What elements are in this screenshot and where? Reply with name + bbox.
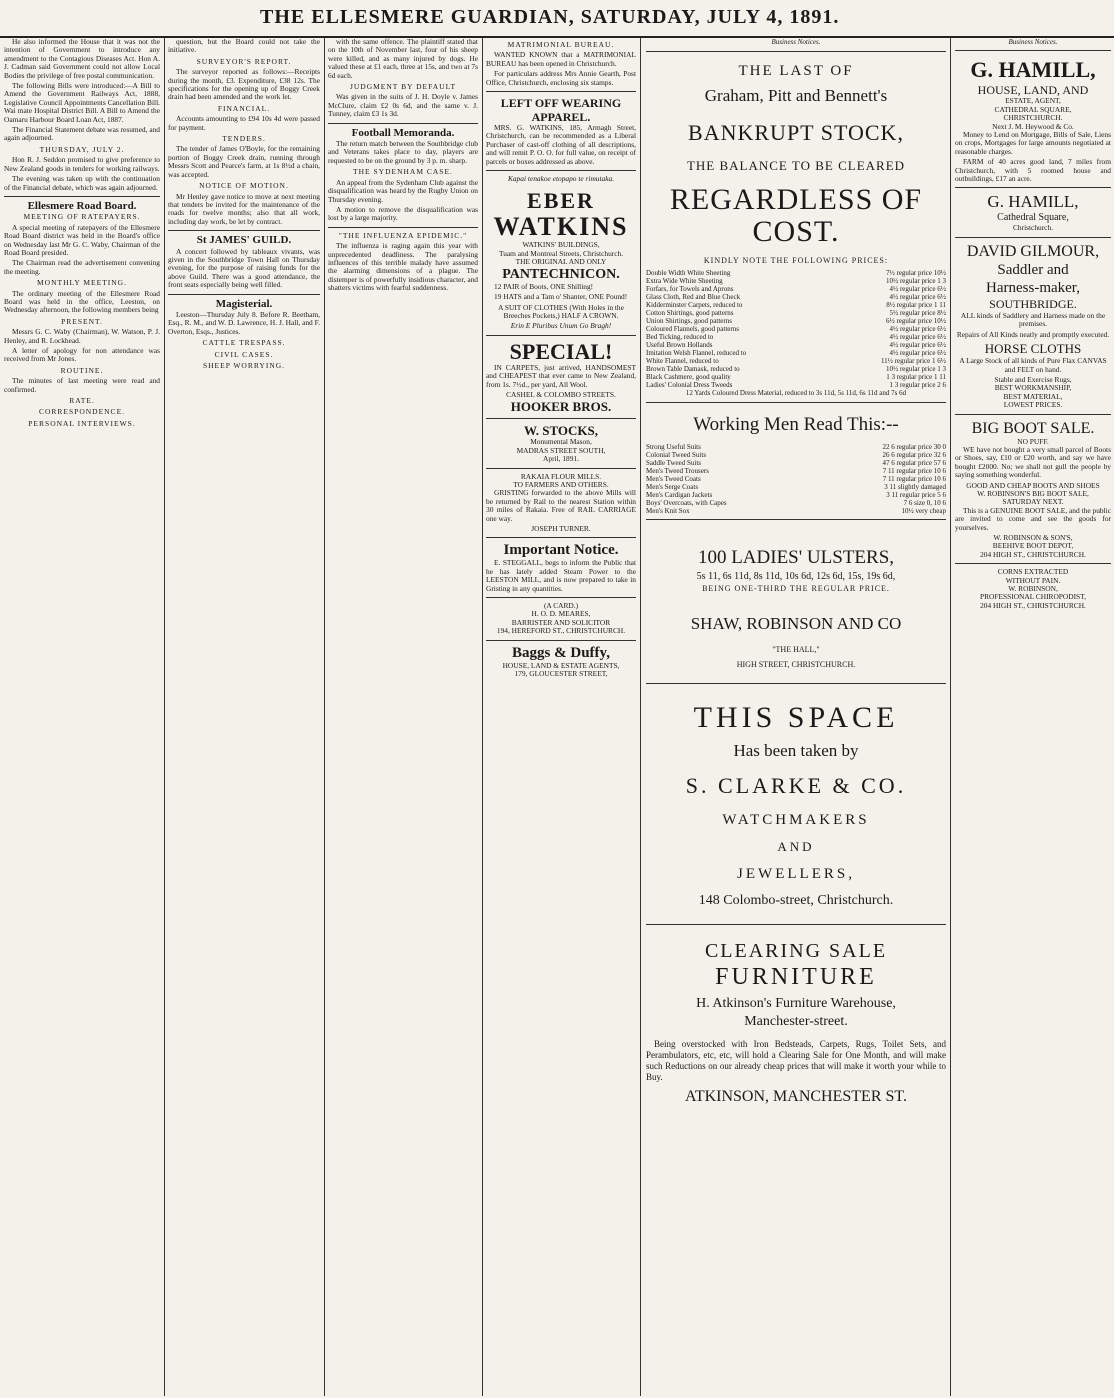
price-row bbox=[646, 309, 946, 317]
dateline: THURSDAY, JULY 2. bbox=[39, 144, 125, 154]
price-value: 4½ regular price 6½ bbox=[889, 333, 946, 341]
ad-title: HOOKER BROS. bbox=[510, 399, 612, 415]
paragraph: The return match between the Southbridge club and Veterans takes place to day, players are requested to be on the ground by 3 p. m. sharp. bbox=[328, 139, 478, 165]
paragraph: question, but the Board could not take the initiative. bbox=[168, 38, 320, 55]
ad-text: (A CARD.) bbox=[543, 601, 579, 611]
column-1 bbox=[4, 38, 160, 1396]
paragraph: He also informed the House that it was not the intention of Government to introduce any amendment to the Contagious Diseases Act. Hon A. J. Cadman said Government could not allow Local Bodies the privilege of free postal communication. bbox=[4, 38, 160, 80]
price-row bbox=[646, 483, 946, 491]
column-2 bbox=[168, 38, 320, 1396]
ad-text: NO PUFF. bbox=[1017, 436, 1049, 446]
price-value: 3 11 slightly damaged bbox=[884, 483, 946, 491]
price-item: Men's Tweed Coats bbox=[646, 475, 701, 483]
ad-title: Baggs & Duffy, bbox=[512, 644, 610, 661]
ad-title: EBER bbox=[527, 188, 595, 214]
ad-text: W. ROBINSON'S BIG BOOT SALE, bbox=[977, 488, 1089, 498]
ad-text: 19 HATS and a Tam o' Shanter, ONE Pound! bbox=[494, 292, 628, 302]
ad-text: W. ROBINSON & SON'S, bbox=[993, 533, 1073, 542]
ad-title: FURNITURE bbox=[715, 964, 877, 990]
column-6 bbox=[955, 38, 1111, 1396]
ad-text: GOOD AND CHEAP BOOTS AND SHOES bbox=[966, 480, 1100, 490]
paragraph: The tender of James O'Boyle, for the remaining portion of Boggy Creek drain, running through Messrs Scott and Pearce's farm, at 1s 8½d a chain, was accepted. bbox=[168, 144, 320, 179]
price-value: 4½ regular price 6½ bbox=[889, 293, 946, 301]
price-item: Men's Serge Coats bbox=[646, 483, 699, 491]
column-header: Business Notices. bbox=[1008, 38, 1058, 46]
price-list bbox=[646, 269, 946, 389]
ad-text: THE LAST OF bbox=[738, 63, 854, 79]
ad-text: MADRAS STREET SOUTH, bbox=[516, 445, 606, 455]
subheading: SHEEP WORRYING. bbox=[202, 361, 286, 370]
price-row bbox=[646, 301, 946, 309]
price-item: Men's Knit Sox bbox=[646, 507, 690, 515]
price-row bbox=[646, 443, 946, 451]
paragraph: The influenza is raging again this year with unprecedented deadliness. The paralysing influences of this terrible malady have assumed the alarming dimensions of a plague. The distemper is of powerfully insidious character, and shatters victims with fearful suddenness. bbox=[328, 241, 478, 293]
price-item: Men's Tweed Trousers bbox=[646, 467, 709, 475]
ad-text: This is a GENUINE BOOT SALE, and the public are invited to come and see the goods for yourselves. bbox=[955, 505, 1111, 532]
ad-text: HOUSE, LAND, AND bbox=[977, 83, 1089, 98]
ad-title: SHAW, ROBINSON AND CO bbox=[690, 614, 902, 633]
ad-text: Money to Lend on Mortgage, Bills of Sale, Liens on crops, Mortgages for large amounts negotiated at reasonable charges. bbox=[955, 130, 1111, 156]
ad-text: Saddler and bbox=[997, 261, 1069, 278]
ad-text: 204 HIGH ST., CHRISTCHURCH. bbox=[980, 549, 1086, 559]
ad-text: JOSEPH TURNER. bbox=[531, 524, 591, 533]
price-value: 7 6 size 0, 10 6 bbox=[903, 499, 946, 507]
ad-text: HOUSE, LAND & ESTATE AGENTS, bbox=[502, 660, 620, 670]
ad-heading: RAKAIA FLOUR MILLS. bbox=[520, 471, 602, 481]
price-item: Glass Cloth, Red and Blue Check bbox=[646, 293, 741, 301]
price-value: 4½ regular price 6½ bbox=[889, 349, 946, 357]
ad-text: BEING ONE-THIRD THE REGULAR PRICE. bbox=[702, 584, 890, 593]
subheading: TENDERS. bbox=[222, 134, 266, 144]
ad-text: WITHOUT PAIN. bbox=[1005, 575, 1061, 585]
ad-text: Has been taken by bbox=[733, 741, 859, 760]
price-row bbox=[646, 459, 946, 467]
subheading: PRESENT. bbox=[61, 316, 103, 326]
price-row bbox=[646, 293, 946, 301]
ad-title: H. O. D. MEARES, bbox=[531, 609, 591, 619]
ad-title: G. HAMILL, bbox=[987, 192, 1079, 212]
price-item: Union Shirtings, good patterns bbox=[646, 317, 732, 325]
ad-text: HIGH STREET, CHRISTCHURCH. bbox=[736, 660, 856, 669]
ad-text: THE ORIGINAL AND ONLY bbox=[515, 257, 607, 267]
ad-text: For particulars address Mrs Annie Gearth, Post Office, Christchurch, enclosing six stamps. bbox=[486, 69, 636, 87]
ad-text: E. STEGGALL, begs to inform the Public that he has lately added Steam Power to the LEESTON MILL, and is now prepared to take in Gristing in any quantities. bbox=[486, 558, 636, 593]
ad-text: Kapai tenakoe etopapo te rimutaka. bbox=[507, 174, 615, 184]
ad-text: WANTED KNOWN that a MATRIMONIAL BUREAU has been opened in Christchurch. bbox=[486, 50, 636, 68]
price-row bbox=[646, 357, 946, 365]
price-value: 4½ regular price 6½ bbox=[889, 285, 946, 293]
column-3 bbox=[328, 38, 478, 1396]
price-value: 3 11 regular price 5 6 bbox=[886, 491, 946, 499]
paragraph: with the same offence. The plaintiff stated that on the 10th of November last, four of his sheep were killed, and as many injured by dogs. He valued these at £1 each, three at 15s, and two at 7s 6d each. bbox=[328, 38, 478, 80]
ad-text: BEEHIVE BOOT DEPOT, bbox=[992, 541, 1074, 551]
ad-text: SOUTHBRIDGE. bbox=[989, 296, 1077, 311]
subheading: "THE INFLUENZA EPIDEMIC." bbox=[338, 230, 468, 240]
price-row bbox=[646, 373, 946, 381]
price-item: Useful Brown Hollands bbox=[646, 341, 713, 349]
price-value: 4½ regular price 6½ bbox=[889, 325, 946, 333]
ad-text: Cathedral Square, bbox=[997, 212, 1069, 224]
price-row bbox=[646, 269, 946, 277]
price-item: Cotton Shirtings, good patterns bbox=[646, 309, 734, 317]
ad-text: THE BALANCE TO BE CLEARED bbox=[686, 158, 906, 173]
price-row bbox=[646, 333, 946, 341]
price-value: 47 6 regular price 57 6 bbox=[882, 459, 946, 467]
ad-title: PANTECHNICON. bbox=[502, 266, 620, 282]
ad-text: ALL kinds of Saddlery and Harness made on the premises. bbox=[960, 310, 1106, 329]
ad-text: 12 PAIR of Boots, ONE Shilling! bbox=[494, 281, 594, 291]
price-row bbox=[646, 499, 946, 507]
price-item: Kidderminster Carpets, reduced to bbox=[646, 301, 743, 309]
price-item: Ladies' Colonial Dress Tweeds bbox=[646, 381, 733, 389]
subheading: FINANCIAL. bbox=[217, 103, 271, 113]
price-row bbox=[646, 349, 946, 357]
ad-text: FARM of 40 acres good land, 7 miles from Christchurch, with 5 roomed house and outbuildings, £17 an acre. bbox=[955, 157, 1111, 184]
ad-text: KINDLY NOTE THE FOLLOWING PRICES: bbox=[703, 256, 889, 265]
section-heading: Football Memoranda. bbox=[351, 126, 455, 139]
price-item: Men's Cardigan Jackets bbox=[646, 491, 713, 499]
subheading: CIVIL CASES. bbox=[214, 349, 274, 359]
masthead bbox=[0, 0, 1114, 38]
ad-text: WE have not bought a very small parcel of Boots or Shoes, say, £10 or £20 worth, and say we have bought £2000. No; we shall not gull the people by saying something wonderful. bbox=[955, 444, 1111, 480]
paragraph: Hon R. J. Seddon promised to give preference to New Zealand goods in tenders for working railways. bbox=[4, 155, 160, 173]
paragraph: Accounts amounting to £94 10s 4d were passed for payment. bbox=[168, 114, 320, 132]
subheading: ROUTINE. bbox=[60, 365, 104, 375]
ad-text: H. Atkinson's Furniture Warehouse, bbox=[696, 996, 896, 1011]
ad-text: 12 Yards Coloured Dress Material, reduced to 3s 11d, 5s 11d, 6s 11d and 7s 6d bbox=[685, 389, 907, 397]
price-row bbox=[646, 277, 946, 285]
ad-title: DAVID GILMOUR, bbox=[966, 242, 1100, 260]
price-value: 7 11 regular price 10 6 bbox=[882, 475, 946, 483]
price-value: 8½ regular price 1 11 bbox=[886, 301, 946, 309]
paragraph: Mr Henley gave notice to move at next meeting that tenders be invited for the maintenance of the roads for twelve months; also that all work, including day work, be let by contract. bbox=[168, 191, 320, 226]
subheading: THE SYDENHAM CASE. bbox=[353, 167, 453, 177]
price-value: 10½ very cheap bbox=[901, 507, 946, 515]
subheading: CATTLE TRESPASS. bbox=[202, 338, 286, 348]
paragraph: An appeal from the Sydenham Club against the disqualification was heard by the Rugby Union on Thursday evening. bbox=[328, 177, 478, 204]
ad-title: ATKINSON, MANCHESTER ST. bbox=[685, 1088, 907, 1105]
subheading: NOTICE OF MOTION. bbox=[199, 181, 289, 191]
price-item: Double Width White Sheeting bbox=[646, 269, 731, 277]
ad-text: AND bbox=[777, 839, 815, 854]
ad-text: WATCHMAKERS bbox=[722, 812, 870, 828]
paragraph: Leeston—Thursday July 8. Before R. Beetham, Esq., R. M., and W. D. Lawrence, H. J. Hall, and F. Overton, Esqs., Justices. bbox=[168, 309, 320, 336]
ad-text: BEST WORKMANSHIP, bbox=[994, 383, 1072, 393]
paragraph: A special meeting of ratepayers of the Ellesmere Road Board district was held in the Board's office on Wednesday last Mr G. C. Waby, Chairman of the Road Board presided. bbox=[4, 222, 160, 257]
price-item: White Flannel, reduced to bbox=[646, 357, 719, 365]
ad-heading: LEFT OFF WEARING APPAREL. bbox=[500, 96, 622, 125]
ad-text: Harness-maker, bbox=[986, 279, 1080, 296]
section-heading: St JAMES' GUILD. bbox=[196, 234, 292, 247]
paragraph: A letter of apology for non attendance was received from Mr Jones. bbox=[4, 346, 160, 364]
subheading: JUDGMENT BY DEFAULT bbox=[349, 82, 457, 92]
price-row bbox=[646, 365, 946, 373]
price-value: 1 3 regular price 2 6 bbox=[889, 381, 946, 389]
ad-text: Christchurch. bbox=[1012, 223, 1054, 233]
subheading: MEETING OF RATEPAYERS. bbox=[23, 212, 141, 222]
ad-text: LOWEST PRICES. bbox=[1003, 400, 1063, 410]
ad-text: 194, HEREFORD ST., CHRISTCHURCH. bbox=[496, 626, 626, 636]
paragraph: The ordinary meeting of the Ellesmere Road Board was held in the office, Leeston, on Wednesday afternoon, the following members being bbox=[4, 288, 160, 315]
paragraph: Was given in the suits of J. H. Doyle v. James McClure, claim £2 0s 6d, and the same v. J. Tunney, claim £3 1s 3d. bbox=[328, 92, 478, 119]
subheading: MONTHLY MEETING. bbox=[37, 278, 127, 288]
subheading: PERSONAL INTERVIEWS. bbox=[28, 418, 136, 428]
ad-text: Erin E Pluribus Unum Go Bragh! bbox=[510, 321, 612, 331]
ad-text: Tuam and Montreal Streets, Christchurch. bbox=[498, 248, 624, 258]
ad-title: BANKRUPT STOCK, bbox=[688, 120, 904, 145]
ad-text: CATHEDRAL SQUARE, bbox=[994, 104, 1072, 114]
paragraph: A motion to remove the disqualification was lost by a large majority. bbox=[328, 204, 478, 223]
price-value: 22 6 regular price 30 0 bbox=[882, 443, 946, 451]
ad-title: HORSE CLOTHS bbox=[984, 341, 1082, 357]
price-row bbox=[646, 381, 946, 389]
ad-title: S. CLARKE & CO. bbox=[685, 773, 907, 798]
price-value: 7½ regular price 10½ bbox=[885, 269, 946, 277]
price-value: 11½ regular price 1 6½ bbox=[880, 357, 946, 365]
paragraph: The minutes of last meeting were read and confirmed. bbox=[4, 376, 160, 394]
mens-price-list bbox=[646, 443, 946, 515]
ad-heading: MATRIMONIAL BUREAU. bbox=[507, 40, 615, 49]
ad-title: COST. bbox=[752, 215, 840, 248]
ad-title: Important Notice. bbox=[503, 542, 619, 559]
masthead-title: THE ELLESMERE GUARDIAN, SATURDAY, JULY 4, 1891. bbox=[260, 6, 840, 28]
price-row bbox=[646, 325, 946, 333]
price-item: Boys' Overcoats, with Capes bbox=[646, 499, 727, 507]
price-row bbox=[646, 475, 946, 483]
paragraph: A concert followed by tableaux vivants, was given in the Southbridge Town Hall on Thursday evening, for the purpose of raising funds for the above Guild. There was a good attendance, the front seats especially being well filled. bbox=[168, 246, 320, 290]
price-item: Black Cashmere, good quality bbox=[646, 373, 731, 381]
ad-title: G. HAMILL, bbox=[970, 57, 1096, 83]
price-value: 7 11 regular price 10 6 bbox=[882, 467, 946, 475]
price-item: Coloured Flannels, good patterns bbox=[646, 325, 739, 333]
ad-title: 100 LADIES' ULSTERS, bbox=[697, 547, 895, 568]
paragraph: The Financial Statement debate was resumed, and again adjourned. bbox=[4, 125, 160, 143]
price-item: Bed Ticking, reduced to bbox=[646, 333, 714, 341]
ad-text: Being overstocked with Iron Bedsteads, Carpets, Rugs, Toilet Sets, and Perambulators, etc, etc, will hold a Clearing Sale for One Month, and will make such Reductions on our already cheap prices that will make it worth your while to Buy. bbox=[646, 1039, 946, 1082]
ad-title: REGARDLESS OF bbox=[669, 183, 923, 216]
ad-text: BEST MATERIAL, bbox=[1003, 391, 1063, 401]
price-row bbox=[646, 467, 946, 475]
ad-title: W. STOCKS, bbox=[523, 423, 599, 439]
ad-text: WATKINS' BUILDINGS, bbox=[522, 240, 600, 250]
ad-text: CORNS EXTRACTED bbox=[997, 567, 1069, 577]
ad-text: A SUIT OF CLOTHES (With Holes in the Breeches Pockets,) HALF A CROWN. bbox=[498, 302, 624, 320]
ad-text: Manchester-street. bbox=[744, 1014, 848, 1029]
section-heading: Ellesmere Road Board. bbox=[27, 199, 137, 212]
price-value: 26 6 regular price 32 6 bbox=[882, 451, 946, 459]
ad-title: SPECIAL! bbox=[509, 338, 613, 364]
column-5 bbox=[646, 38, 946, 1396]
ad-text: PROFESSIONAL CHIROPODIST, bbox=[980, 592, 1086, 602]
ad-text: BARRISTER AND SOLICITOR bbox=[511, 617, 611, 627]
price-value: 5½ regular price 8½ bbox=[889, 309, 946, 317]
ad-title: THIS SPACE bbox=[693, 701, 899, 734]
ad-text: A Large Stock of all kinds of Pure Flax CANVAS and FELT on hand. bbox=[959, 356, 1107, 374]
price-value: 6½ regular price 10½ bbox=[885, 317, 946, 325]
price-item: Forfars, for Towels and Aprons bbox=[646, 285, 734, 293]
paragraph: The surveyor reported as follows:—Receipts during the month, £3. Expenditure, £38 12s. The specifications for the opening up of Boggy Creek drain had been amended and the work let. bbox=[168, 67, 320, 102]
price-row bbox=[646, 491, 946, 499]
price-item: Strong Useful Suits bbox=[646, 443, 701, 451]
ad-text: "THE HALL," bbox=[772, 645, 820, 654]
ad-text: 204 HIGH ST., CHRISTCHURCH. bbox=[980, 600, 1086, 610]
price-row bbox=[646, 507, 946, 515]
price-item: Colonial Tweed Suits bbox=[646, 451, 707, 459]
ad-heading: TO FARMERS AND OTHERS. bbox=[513, 479, 609, 489]
paragraph: Messrs G. C. Waby (Chairman), W. Watson, P. J. Henley, and R. Lockhead. bbox=[4, 327, 160, 345]
ad-text: 148 Colombo-street, Christchurch. bbox=[698, 893, 894, 908]
ad-text: MRS. G. WATKINS, 185, Armagh Street, Christchurch, can be recommended as a Liberal Purchaser of cast-off clothing of all descriptions, and will remit P. O. O. for full value, on receipt of parcels or boxes addressed as above. bbox=[486, 123, 636, 166]
price-value: 10½ regular price 1 3 bbox=[885, 277, 946, 285]
paragraph: The Chairman read the advertisement convening the meeting. bbox=[4, 258, 160, 276]
ad-text: CHRISTCHURCH. bbox=[1003, 113, 1063, 123]
price-item: Brown Table Damask, reduced to bbox=[646, 365, 740, 373]
price-item: Imitation Welsh Flannel, reduced to bbox=[646, 349, 747, 357]
paragraph: The evening was taken up with the continuation of the Financial debate, which was again adjourned. bbox=[4, 174, 160, 192]
ad-text: April, 1891. bbox=[543, 454, 579, 464]
subheading: SURVEYOR'S REPORT. bbox=[196, 56, 292, 66]
ad-text: CASHEL & COLOMBO STREETS. bbox=[506, 389, 616, 399]
ad-text: SATURDAY NEXT. bbox=[1002, 497, 1064, 507]
paragraph: The following Bills were introduced:—A Bill to Amend the Government Railways Act, 1888, Legislative Council Appointments Cancellation Bill. Wai mate Hospital District Bill. A Bill to Amend the Oamaru Harbour Board Loan Act, 1887. bbox=[4, 81, 160, 124]
ad-title: Working Men Read This:-- bbox=[693, 414, 899, 435]
ad-title: CLEARING SALE bbox=[704, 940, 888, 962]
ad-title: BIG BOOT SALE. bbox=[971, 419, 1095, 437]
ad-text: 5s 11, 6s 11d, 8s 11d, 10s 6d, 12s 6d, 15s, 19s 6d, bbox=[696, 571, 896, 582]
price-value: 1 3 regular price 1 11 bbox=[886, 373, 946, 381]
price-row bbox=[646, 317, 946, 325]
ad-text: Graham, Pitt and Bennett's bbox=[704, 86, 888, 105]
column-4 bbox=[486, 38, 636, 1396]
ad-text: 179, GLOUCESTER STREET, bbox=[514, 669, 608, 679]
price-item: Extra Wide White Sheeting bbox=[646, 277, 723, 285]
ad-text: Repairs of All Kinds neatly and promptly executed. bbox=[956, 329, 1110, 339]
ad-text: ESTATE, AGENT, bbox=[1005, 96, 1061, 106]
price-row bbox=[646, 451, 946, 459]
ad-text: GRISTING forwarded to the above Mills will be returned by Rail to the nearest Station within 30 miles of Rakaia. Free of RAIL CARRIAGE one way. bbox=[486, 488, 636, 523]
price-item: Saddle Tweed Suits bbox=[646, 459, 701, 467]
column-header: Business Notices. bbox=[771, 38, 821, 46]
ad-text: Stable and Exercise Rugs, bbox=[994, 374, 1072, 384]
price-value: 4½ regular price 6½ bbox=[889, 341, 946, 349]
ad-text: Next J. M. Heywood & Co. bbox=[992, 121, 1074, 131]
ad-text: IN CARPETS, just arrived, HANDSOMEST and CHEAPEST that ever came to New Zealand, from 1s. 7½d., per yard, All Wool. bbox=[486, 362, 636, 389]
subheading: RATE. bbox=[69, 396, 95, 406]
section-heading: Magisterial. bbox=[215, 297, 273, 310]
price-value: 10½ regular price 1 3 bbox=[885, 365, 946, 373]
subheading: CORRESPONDENCE. bbox=[38, 407, 126, 417]
ad-text: W. ROBINSON, bbox=[1008, 584, 1058, 594]
ad-title: WATKINS bbox=[493, 212, 629, 242]
price-row bbox=[646, 341, 946, 349]
ad-text: JEWELLERS, bbox=[737, 866, 855, 882]
ad-text: Monumental Mason, bbox=[530, 437, 592, 447]
price-row bbox=[646, 285, 946, 293]
